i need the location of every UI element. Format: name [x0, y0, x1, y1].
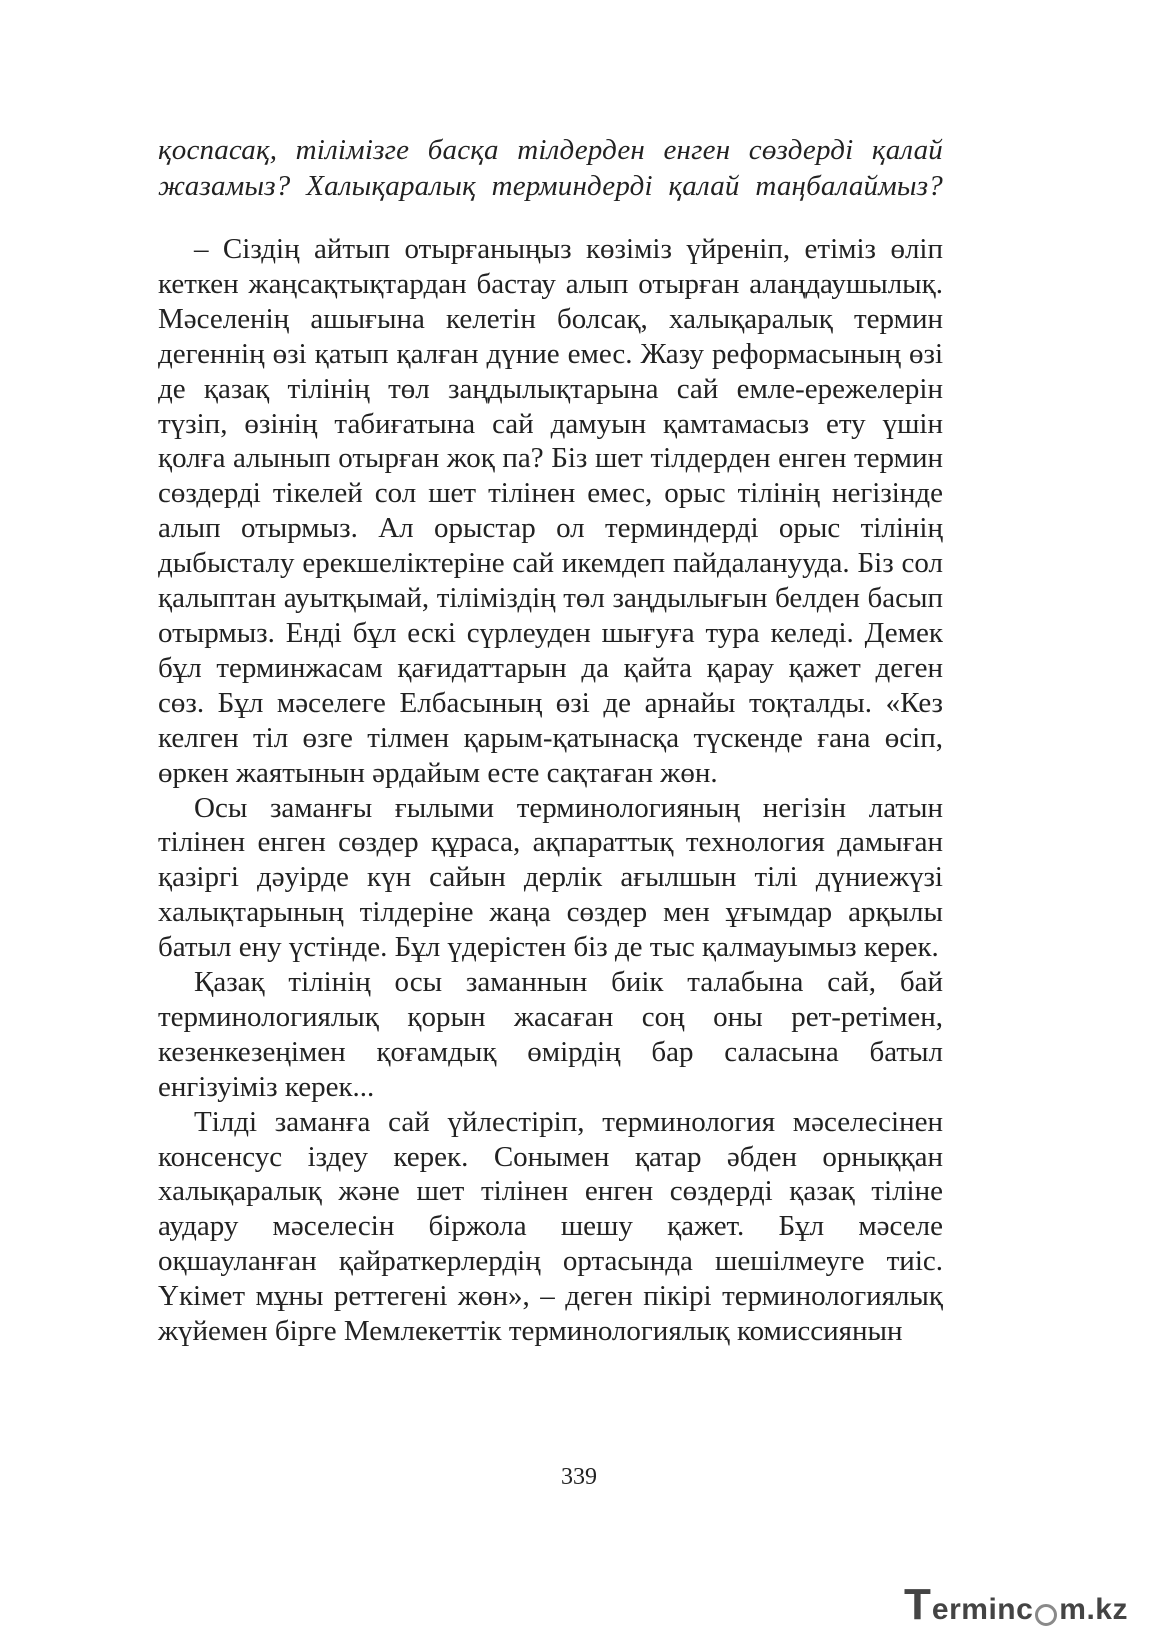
logo-first-letter: T [904, 1580, 931, 1629]
paragraph-consensus: Тілді заманға сай үйлестіріп, терминология мәселесінен консенсус іздеу керек. Сонымен қатар әбден орныққан халықаралық және шет тілінен енген сөздерді қазақ тіліне аудару мәселесін біржола шешу қажет. Бұл мәселе оқшауланған қайраткерлердің ортасында шешілмеуге тиіс. Үкімет мұны реттегені жөн», – деген пікірі терминологиялық жүйемен бірге Мемлекеттік терминологиялық комиссиянын [158, 1105, 943, 1348]
logo-o-ring-icon [1035, 1604, 1057, 1626]
question-italic [158, 132, 943, 204]
paragraph-terminology: Осы заманғы ғылыми терминологияның негізін латын тілінен енген сөздер құраса, ақпараттық технология дамыған қазіргі дәуірде күн сайын дерлік ағылшын тілі дүниежүзі халықтарының тілдеріне жаңа сөздер мен ұғымдар арқылы батыл ену үстінде. Бұл үдерістен біз де тыс қалмауымыз керек. [158, 791, 943, 964]
question-line-2: жазамыз? Халықаралық терминдерді қалай таңбалаймыз? [158, 170, 943, 202]
termincom-logo-watermark [904, 1580, 1128, 1629]
paragraph-kazakh-fund: Қазақ тілінің осы заманнын биік талабына сай, бай терминологиялық қорын жасаған соң оны рет-ретімен, кезенкезеңімен қоғамдық өмірдің бар саласына батыл енгізуіміз керек... [158, 966, 943, 1103]
logo-end: m.kz [1059, 1593, 1128, 1626]
page-body [158, 132, 943, 1349]
question-line-1: қоспасақ, тілімізге басқа тілдерден енген сөздерді қалай [158, 134, 943, 166]
page-number: 339 [561, 1464, 597, 1490]
paragraph-answer: – Сіздің айтып отырғаныңыз көзіміз үйреніп, етіміз өліп кеткен жаңсақтықтардан бастау алып отырған алаңдаушылық. Мәселенің ашығына келетін болсақ, халықаралық термин дегеннің өзі қатып қалған дүние емес. Жазу реформасының өзі де қазақ тілінің төл заңдылықтарына сай емле-ережелерін түзіп, өзінің табиғатына сай дамуын қамтамасыз ету үшін қолға алынып отырған жоқ па? Біз шет тілдерден енген термин сөздерді тікелей сол шет тілінен емес, орыс тілінің негізінде алып отырмыз. Ал орыстар ол терминдерді орыс тілінің дыбысталу ерекшеліктеріне сай икемдеп пайдаланууда. Біз сол қалыптан ауытқымай, тіліміздің төл заңдылығын белден басып отырмыз. Енді бұл ескі сүрлеуден шығуға тура келеді. Демек бұл терминжасам қағидаттарын да қайта қарау қажет деген сөз. Бұл мәселеге Елбасының өзі де арнайы тоқталды. «Кез келген тіл өзге тілмен қарым-қатынасқа түскенде ғана өсіп, өркен жаятынын әрдайым есте сақтаған жөн. [158, 233, 943, 789]
logo-middle: erminc [931, 1593, 1034, 1626]
